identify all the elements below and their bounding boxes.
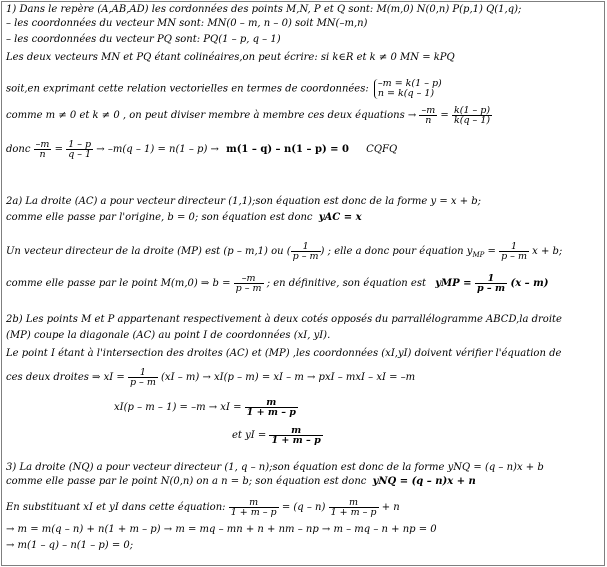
cqfd-label: CQFQ	[366, 144, 398, 155]
s2a-line4: comme elle passe par le point M(m,0) ⇒ b = $\frac{-m}{p - m}$ ; en définitive, son équation est yMP = $\frac{1}{p - m}$ (x – m)	[6, 273, 549, 294]
s2a-line3: Un vecteur directeur de la droite (MP) est (p – m,1) ou ( $\frac{1}{p - m}$ ) ; elle a donc pour équation $y_{MP}$ = $\frac{1}{p - m}$ x + b;	[6, 241, 563, 262]
fraction: $\frac{1}{p - m}$	[501, 241, 527, 262]
result-equation: m(1 – q) – n(1 – p) = 0	[226, 144, 349, 155]
s2b-line3: Le point I étant à l'intersection des droites (AC) et (MP) ,les coordonnées (xI,yI) doivent vérifier l'équation de	[6, 348, 562, 359]
s3-line5: → m(1 – q) – n(1 – p) = 0;	[6, 540, 134, 551]
coordinate-system	[374, 79, 442, 99]
fraction: $\frac{m}{1 + m - p}$	[230, 497, 277, 518]
fraction: $\frac{-m}{n}$	[35, 139, 50, 160]
s1-line1: 1) Dans le repère (A,AB,AD) les cordonnées des points M,N, P et Q sont: M(m,0) N(0,n) P(p,1) Q(1,q);	[6, 4, 522, 15]
s3-line3: En substituant xI et yI dans cette équation: $\frac{m}{1 + m - p}$ = (q – n) $\frac{m}{1 + m - p}$ + n	[6, 497, 400, 518]
s3-line2: comme elle passe par le point N(0,n) on a n = b; son équation est donc yNQ = (q – n)x + n	[6, 476, 476, 487]
s2b-line2: (MP) coupe la diagonale (AC) au point I de coordonnées (xI, yI).	[6, 330, 331, 341]
sys-eq1: –m = k(1 – p)	[377, 78, 442, 89]
s1-line4: Les deux vecteurs MN et PQ étant colinéaires,on peut écrire: si k∈R et k ≠ 0 MN = kPQ	[6, 52, 455, 63]
s1-line3: – les coordonnées du vecteur PQ sont: PQ(1 – p, q – 1)	[6, 34, 281, 45]
s2a-line1: 2a) La droite (AC) a pour vecteur directeur (1,1);son équation est donc de la forme y = x + b;	[6, 196, 482, 207]
s3-line4: → m = m(q – n) + n(1 + m – p) → m = mq – mn + n + nm – np → m – mq – n + np = 0	[6, 524, 437, 535]
ynq-equation: yNQ = (q – n)x + n	[372, 476, 476, 487]
yac-equation: yAC = x	[318, 212, 362, 223]
sys-eq2: n = k(q – 1)	[377, 88, 435, 99]
s1-line2: – les coordonnées du vecteur MN sont: MN(0 – m, n – 0) soit MN(–m,n)	[6, 18, 368, 29]
s1-line5	[6, 79, 442, 99]
ymp-equation: yMP = $\frac{1}{p - m}$ (x – m)	[435, 273, 549, 294]
fraction: $\frac{-m}{p - m}$	[235, 273, 262, 294]
fraction: $\frac{-m}{n}$	[421, 105, 436, 126]
fraction: $\frac{1}{p - m}$	[129, 367, 156, 388]
fraction: $\frac{1 - p}{q - 1}$	[68, 139, 92, 160]
fraction: $\frac{1}{p - m}$	[292, 241, 319, 262]
yi-result: $\frac{m}{1 + m - p}$	[271, 425, 321, 446]
s3-line1: 3) La droite (NQ) a pour vecteur directeur (1, q – n);son équation est donc de la forme yNQ = (q – n)x + b	[6, 462, 544, 473]
s2b-line4: ces deux droites ⇒ xI = $\frac{1}{p - m}$ (xI – m) → xI(p – m) = xI – m → pxI – mxI – xI = –m	[6, 367, 416, 388]
document-frame	[1, 1, 605, 566]
s1-line6-text: comme m ≠ 0 et k ≠ 0 , on peut diviser membre à membre ces deux équations →	[6, 110, 417, 121]
s2b-line5: xI(p – m – 1) = –m → xI = $\frac{m}{1 + m - p}$	[114, 397, 296, 418]
fraction: $\frac{k(1 - p)}{k(q - 1)}$	[453, 105, 491, 126]
s1-line6: comme m ≠ 0 et k ≠ 0 , on peut diviser membre à membre ces deux équations → $\frac{-m}{n}$ = $\frac{k(1 - p)}{k(q - 1)}$	[6, 105, 491, 126]
s1-line5-text: soit,en exprimant cette relation vectorielles en termes de coordonnées:	[6, 83, 369, 95]
fraction: $\frac{m}{1 + m - p}$	[330, 497, 377, 518]
s2b-line6: et yI = $\frac{m}{1 + m - p}$	[232, 425, 321, 446]
s2b-line1: 2b) Les points M et P appartenant respectivement à deux cotés opposés du parrallélogramme ABCD,la droite	[6, 314, 562, 325]
xi-result: $\frac{m}{1 + m - p}$	[246, 397, 296, 418]
s1-line7: donc $\frac{-m}{n}$ = $\frac{1 - p}{q - 1}$ → –m(q – 1) = n(1 – p) → m(1 – q) – n(1 – p) = 0 CQFQ	[6, 139, 398, 160]
s2a-line2: comme elle passe par l'origine, b = 0; son équation est donc yAC = x	[6, 212, 362, 223]
